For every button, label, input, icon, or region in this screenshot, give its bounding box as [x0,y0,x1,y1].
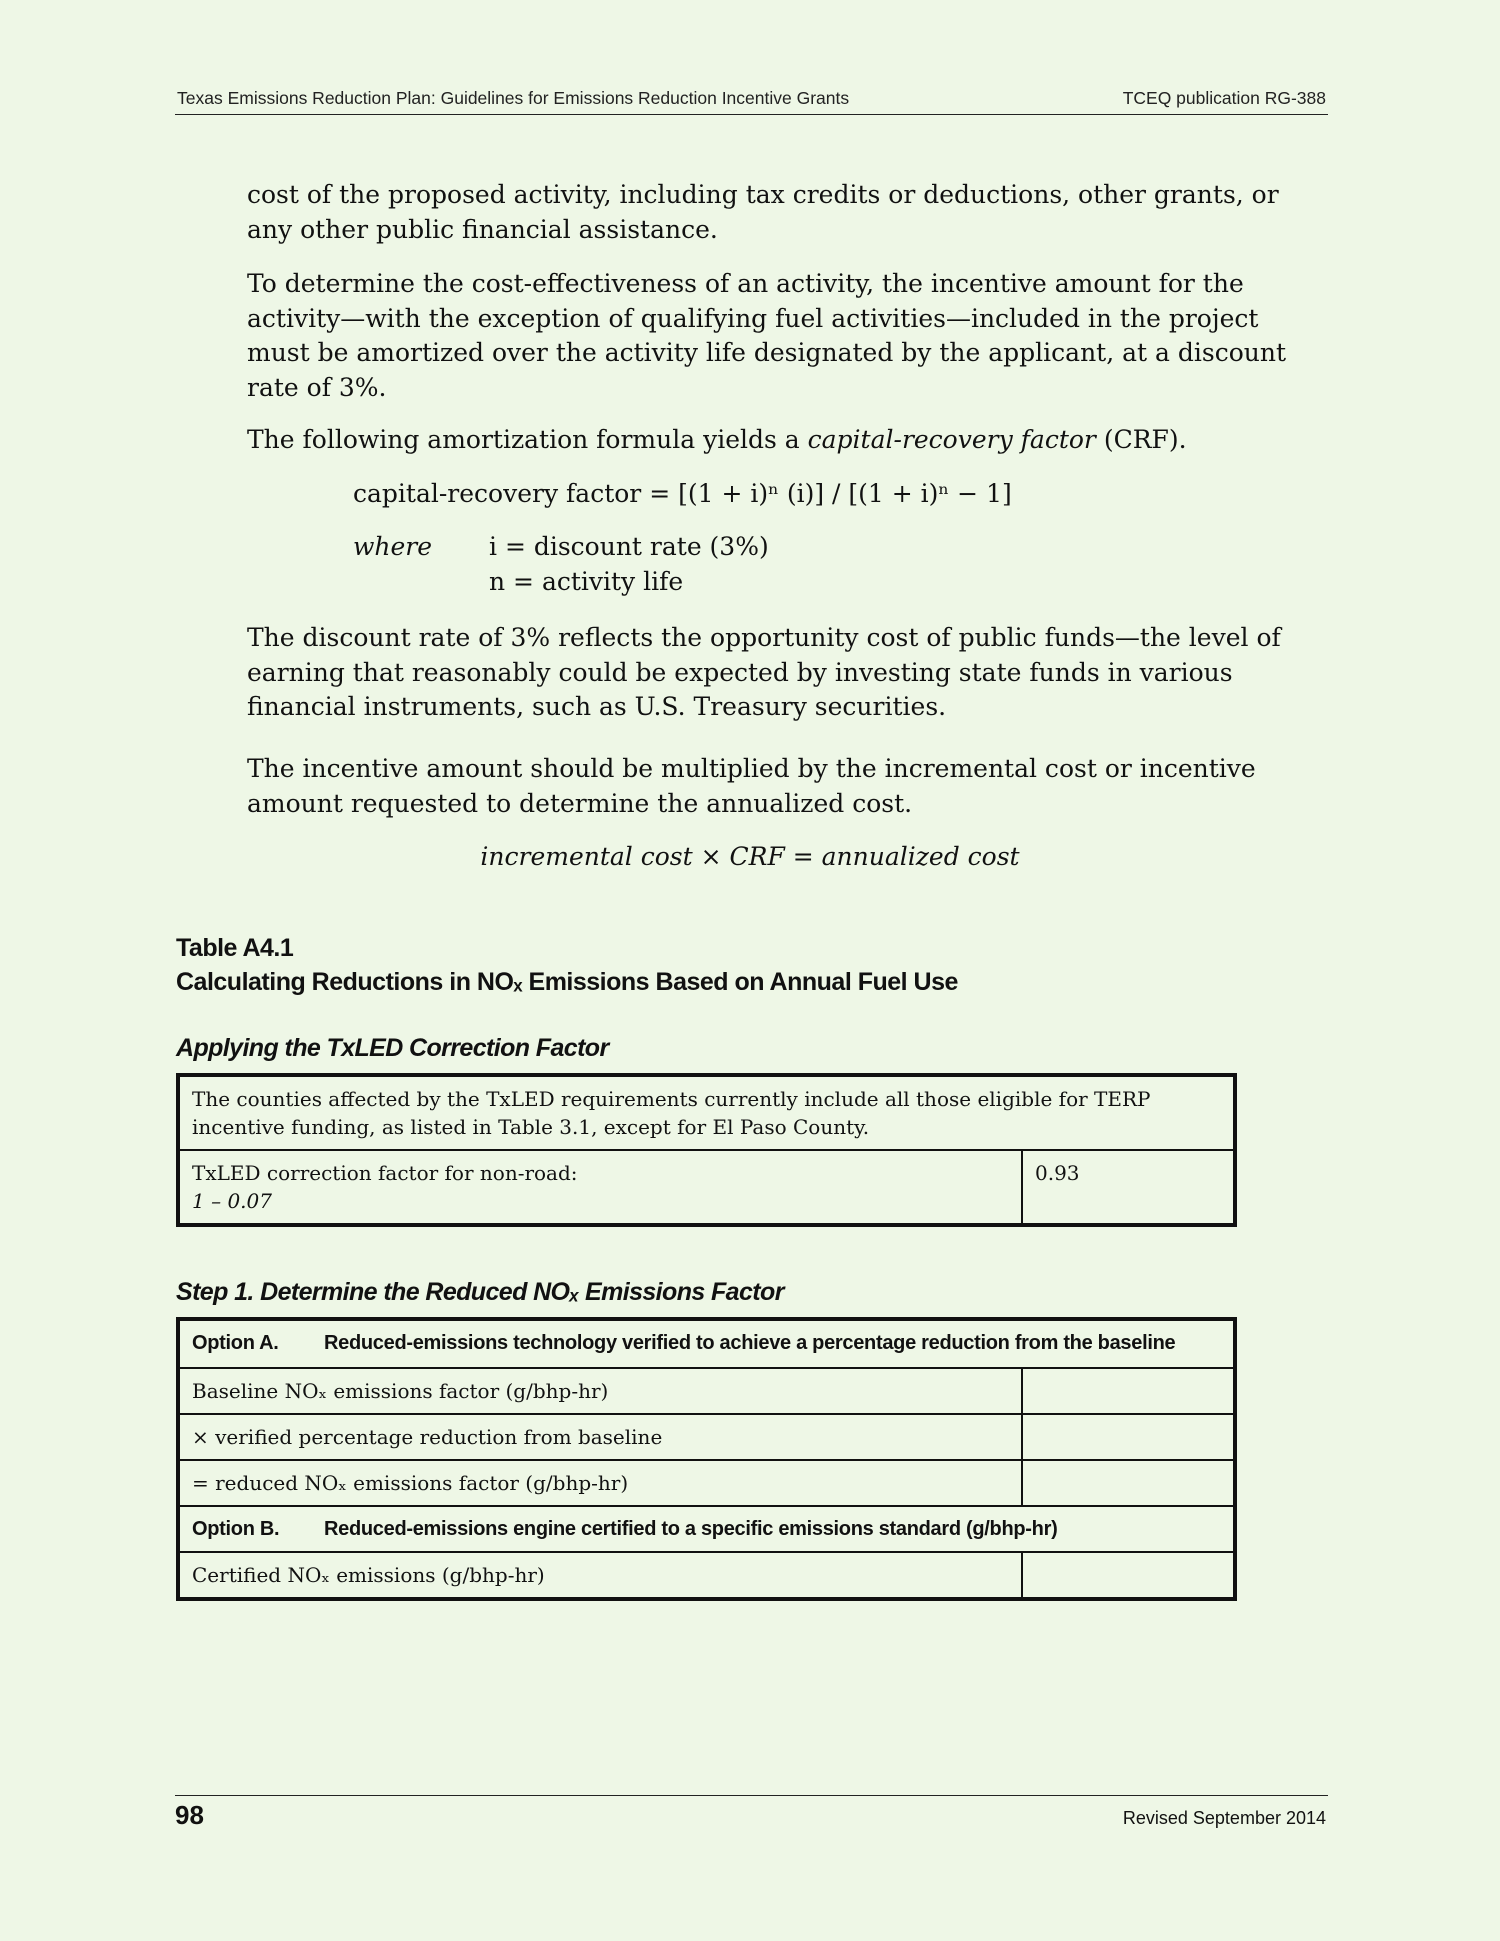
option-b-header [178,1506,1235,1552]
paragraph-discount-rate: The discount rate of 3% reflects the opportunity cost of public funds—the level of earning that reasonably could be expected by investing state funds in various financial instruments, such as U.S. Treasury securities. [247,623,1281,721]
txled-factor-cell [178,1150,1022,1225]
txled-factor-label: TxLED correction factor for non-road: [192,1161,578,1185]
verified-reduction-value [1022,1414,1235,1460]
option-a-label: Option A. [192,1332,279,1354]
reduced-factor-label: = reduced NOₓ emissions factor (g/bhp-hr) [178,1460,1022,1506]
where-label: where [353,532,433,561]
page-footer [175,1795,1328,1830]
option-a-header [178,1319,1235,1368]
txled-note: The counties affected by the TxLED requirements currently include all those eligible for TERP incentive funding, as listed in Table 3.1, except for El Paso County. [178,1075,1235,1150]
baseline-factor-value [1022,1368,1235,1414]
table-caption: Calculating Reductions in NOₓ Emissions Based on Annual Fuel Use [176,968,958,996]
page-header [175,86,1328,115]
header-title: Texas Emissions Reduction Plan: Guidelines for Emissions Reduction Incentive Grants [177,88,850,108]
page-number: 98 [175,1800,204,1830]
revision-date: Revised September 2014 [1122,1808,1326,1828]
definition-n: n = activity life [489,566,684,596]
baseline-factor-label: Baseline NOₓ emissions factor (g/bhp-hr) [178,1368,1022,1414]
annualized-cost-formula: incremental cost × CRF = annualized cost [480,842,1020,871]
step1-table [176,1317,1237,1601]
definition-i: i = discount rate (3%) [489,532,769,561]
certified-emissions-value [1022,1552,1235,1599]
crf-term: capital-recovery factor [807,425,1096,454]
option-b-label: Option B. [192,1518,280,1540]
reduced-factor-value [1022,1460,1235,1506]
txled-heading: Applying the TxLED Correction Factor [176,1034,609,1062]
step1-heading: Step 1. Determine the Reduced NOₓ Emissions Factor [176,1278,784,1306]
paragraph-crf-intro [247,423,1327,458]
paragraph-amortization: To determine the cost-effectiveness of an activity, the incentive amount for the activity—with the exception of qualifying fuel activities—included in the project must be amortized over the activity life designated by the applicant, at a discount rate of 3%. [247,269,1286,402]
txled-table [176,1073,1237,1227]
txled-factor-expression: 1 – 0.07 [192,1189,272,1213]
header-publication: TCEQ publication RG-388 [1122,88,1326,108]
paragraph-cost: cost of the proposed activity, including tax credits or deductions, other grants, or any other public financial assistance. [247,180,1279,244]
paragraph-incentive-amount: The incentive amount should be multiplied by the incremental cost or incentive amount requested to determine the annualized cost. [247,754,1256,818]
table-title [176,931,958,999]
crf-intro-text: The following amortization formula yields a [247,425,808,454]
table-number: Table A4.1 [176,934,294,962]
crf-formula: capital-recovery factor = [(1 + i)ⁿ (i)] / [(1 + i)ⁿ − 1] [353,479,1012,508]
option-b-description: Reduced-emissions engine certified to a specific emissions standard (g/bhp-hr) [324,1518,1058,1540]
where-definitions [489,530,769,599]
option-a-description: Reduced-emissions technology verified to achieve a percentage reduction from the baseline [324,1332,1176,1354]
verified-reduction-label: × verified percentage reduction from baseline [178,1414,1022,1460]
txled-factor-value: 0.93 [1022,1150,1235,1225]
certified-emissions-label: Certified NOₓ emissions (g/bhp-hr) [178,1552,1022,1599]
crf-intro-end: (CRF). [1095,425,1187,454]
